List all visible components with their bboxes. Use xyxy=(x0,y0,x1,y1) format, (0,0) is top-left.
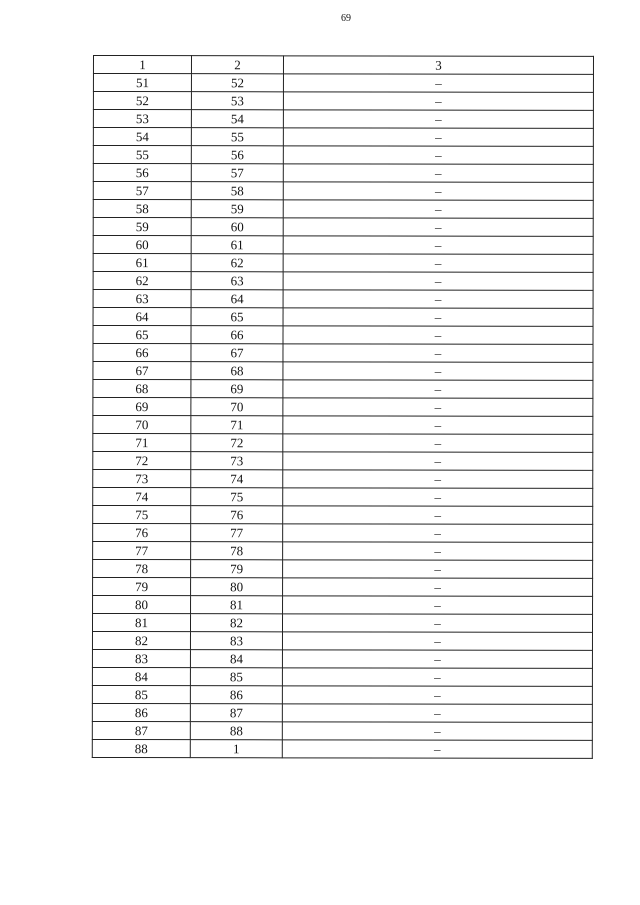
table-cell: – xyxy=(283,92,593,111)
table-cell: 61 xyxy=(93,254,191,272)
table-cell: – xyxy=(283,506,593,525)
table-row xyxy=(93,74,593,93)
table-cell: – xyxy=(283,254,593,273)
table-row xyxy=(93,182,593,201)
table-row xyxy=(93,92,593,111)
table-cell: 52 xyxy=(93,92,191,110)
table-cell: 83 xyxy=(92,649,190,667)
table-cell: 77 xyxy=(93,542,191,560)
table-cell: 59 xyxy=(93,218,191,236)
table-cell: 86 xyxy=(92,703,190,721)
table-cell: 57 xyxy=(191,164,283,182)
table-cell: 63 xyxy=(93,290,191,308)
table-cell: 72 xyxy=(191,434,283,452)
table-cell: – xyxy=(283,560,593,579)
table-cell: 73 xyxy=(191,452,283,470)
table-cell: 67 xyxy=(191,344,283,362)
table-row xyxy=(93,254,593,273)
table-cell: 71 xyxy=(191,416,283,434)
table-cell: 87 xyxy=(190,704,282,722)
table-cell: 66 xyxy=(191,326,283,344)
table-cell: 53 xyxy=(93,110,191,128)
table-cell: 88 xyxy=(92,739,190,757)
table-row xyxy=(93,146,593,165)
page-number: 69 xyxy=(341,13,351,24)
table-cell: 54 xyxy=(191,110,283,128)
table-row xyxy=(93,452,593,471)
table-cell: 67 xyxy=(93,362,191,380)
table-cell: 74 xyxy=(93,488,191,506)
table-row xyxy=(93,488,593,507)
table-cell: 76 xyxy=(93,524,191,542)
table-cell: 59 xyxy=(191,200,283,218)
table-cell: 58 xyxy=(191,182,283,200)
table-cell: – xyxy=(283,542,593,561)
table-cell: – xyxy=(282,704,592,723)
table-cell: 80 xyxy=(93,596,191,614)
table-cell: 73 xyxy=(93,470,191,488)
table-row xyxy=(93,542,593,561)
table-row xyxy=(92,614,592,633)
table-cell: – xyxy=(283,308,593,327)
table-row xyxy=(93,128,593,147)
table-cell: – xyxy=(283,200,593,219)
table-cell: – xyxy=(283,110,593,129)
table-cell: 62 xyxy=(93,272,191,290)
table-cell: 84 xyxy=(92,667,190,685)
table-row xyxy=(93,290,593,309)
table-cell: 64 xyxy=(191,290,283,308)
table-cell: 78 xyxy=(191,542,283,560)
table-cell: 55 xyxy=(191,128,283,146)
table-cell: 77 xyxy=(191,524,283,542)
table-cell: 82 xyxy=(190,614,282,632)
table-cell: 56 xyxy=(191,146,283,164)
table-cell: – xyxy=(282,632,592,651)
table-cell: 79 xyxy=(93,578,191,596)
table-cell: – xyxy=(282,668,592,687)
table-cell: 65 xyxy=(191,308,283,326)
table-cell: – xyxy=(283,290,593,309)
table-cell: – xyxy=(283,470,593,489)
table-cell: 68 xyxy=(93,380,191,398)
table-cell: 57 xyxy=(93,182,191,200)
table-cell: 56 xyxy=(93,164,191,182)
table-cell: – xyxy=(283,416,593,435)
table-cell: 88 xyxy=(190,722,282,740)
table-cell: 81 xyxy=(191,596,283,614)
table-cell: 79 xyxy=(191,560,283,578)
table-cell: 86 xyxy=(190,686,282,704)
header-row xyxy=(93,56,593,75)
table-cell: – xyxy=(283,272,593,291)
table-row xyxy=(92,739,592,758)
table-cell: 65 xyxy=(93,326,191,344)
table-cell: 85 xyxy=(190,668,282,686)
table-cell: – xyxy=(283,128,593,147)
table-cell: – xyxy=(283,398,593,417)
table-row xyxy=(93,560,593,579)
table-cell: – xyxy=(283,344,593,363)
table-cell: 84 xyxy=(190,650,282,668)
table-row xyxy=(93,470,593,489)
table-row xyxy=(93,506,593,525)
column-header: 2 xyxy=(191,56,283,74)
table-cell: 81 xyxy=(92,614,190,632)
table-row xyxy=(92,649,592,668)
table-cell: 75 xyxy=(191,488,283,506)
table-row xyxy=(93,362,593,381)
table-cell: 55 xyxy=(93,146,191,164)
table-cell: – xyxy=(283,74,593,93)
table-row xyxy=(93,200,593,219)
table-row xyxy=(92,667,592,686)
table-cell: 66 xyxy=(93,344,191,362)
table-cell: 70 xyxy=(191,398,283,416)
table-cell: 51 xyxy=(93,74,191,92)
table-cell: – xyxy=(283,182,593,201)
table-cell: – xyxy=(282,614,592,633)
table-row xyxy=(93,308,593,327)
table-cell: – xyxy=(283,236,593,255)
table-body xyxy=(92,74,593,759)
table-cell: – xyxy=(283,488,593,507)
table-cell: 60 xyxy=(93,236,191,254)
table-cell: 83 xyxy=(190,632,282,650)
table-cell: 63 xyxy=(191,272,283,290)
table-row xyxy=(92,632,592,651)
table-cell: – xyxy=(283,164,593,183)
table-row xyxy=(92,703,592,722)
table-cell: – xyxy=(283,524,593,543)
table-cell: 62 xyxy=(191,254,283,272)
table-row xyxy=(93,578,593,597)
table-cell: – xyxy=(283,578,593,597)
table-cell: 76 xyxy=(191,506,283,524)
data-table xyxy=(92,55,594,759)
table-cell: 74 xyxy=(191,470,283,488)
table-row xyxy=(93,110,593,129)
table-row xyxy=(93,326,593,345)
table-cell: 82 xyxy=(92,632,190,650)
column-header: 3 xyxy=(283,56,593,75)
table-cell: – xyxy=(283,596,593,615)
table-row xyxy=(93,344,593,363)
table-cell: 70 xyxy=(93,416,191,434)
table-row xyxy=(93,596,593,615)
table-cell: 69 xyxy=(93,398,191,416)
table-cell: 54 xyxy=(93,128,191,146)
table-cell: – xyxy=(283,146,593,165)
table-cell: – xyxy=(283,380,593,399)
table-cell: 85 xyxy=(92,685,190,703)
table-row xyxy=(92,685,592,704)
table-cell: – xyxy=(283,434,593,453)
table-cell: 52 xyxy=(191,74,283,92)
table-cell: – xyxy=(282,740,592,759)
table-cell: 58 xyxy=(93,200,191,218)
table-cell: – xyxy=(282,686,592,705)
table-cell: 69 xyxy=(191,380,283,398)
table-cell: – xyxy=(283,218,593,237)
table-row xyxy=(93,218,593,237)
table-row xyxy=(93,416,593,435)
table-row xyxy=(93,380,593,399)
table-row xyxy=(93,236,593,255)
table-row xyxy=(93,398,593,417)
table-row xyxy=(92,721,592,740)
table-cell: – xyxy=(282,722,592,741)
table-cell: 78 xyxy=(93,560,191,578)
table-cell: – xyxy=(282,650,592,669)
table-row xyxy=(93,272,593,291)
table-cell: – xyxy=(283,362,593,381)
table-cell: 1 xyxy=(190,740,282,758)
table-row xyxy=(93,164,593,183)
table-cell: 71 xyxy=(93,434,191,452)
table-cell: 53 xyxy=(191,92,283,110)
table-row xyxy=(93,434,593,453)
table-cell: – xyxy=(283,452,593,471)
table-cell: 87 xyxy=(92,721,190,739)
table-cell: 75 xyxy=(93,506,191,524)
column-header: 1 xyxy=(93,56,191,74)
table-row xyxy=(93,524,593,543)
table-cell: 72 xyxy=(93,452,191,470)
table-cell: – xyxy=(283,326,593,345)
table-cell: 80 xyxy=(191,578,283,596)
table-cell: 60 xyxy=(191,218,283,236)
table-cell: 68 xyxy=(191,362,283,380)
table-cell: 61 xyxy=(191,236,283,254)
table-cell: 64 xyxy=(93,308,191,326)
table-header xyxy=(93,56,593,75)
